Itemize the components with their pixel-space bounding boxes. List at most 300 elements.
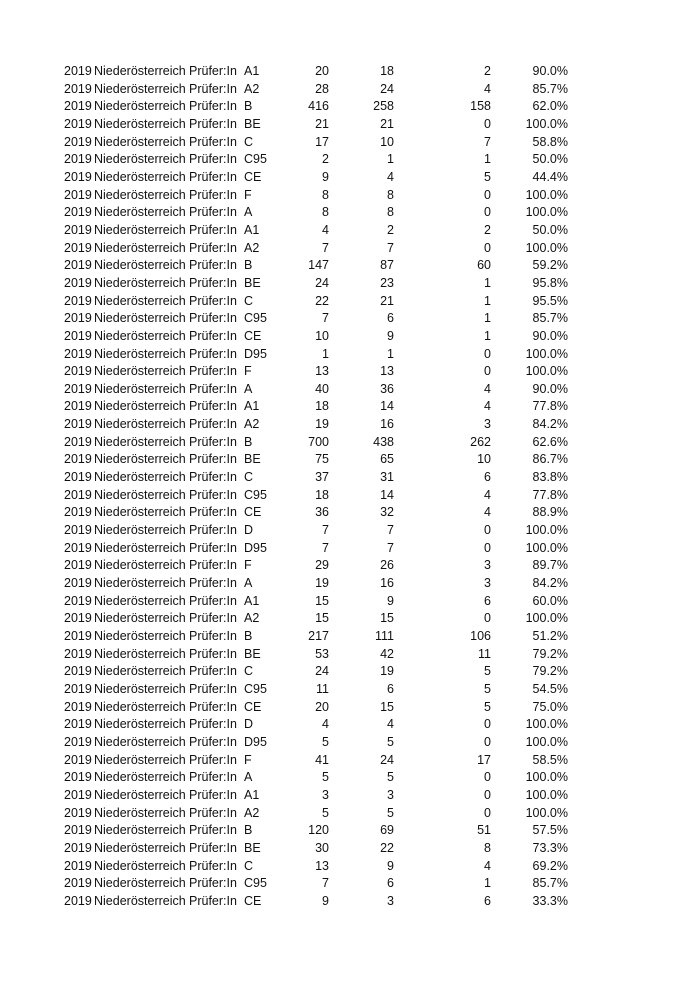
failed-count-cell: 4: [484, 399, 491, 414]
failed-count-cell: 7: [484, 134, 491, 149]
pass-rate-cell: 50.0%: [532, 222, 568, 237]
total-count-cell: 21: [315, 116, 329, 131]
failed-count-cell: 1: [484, 876, 491, 891]
failed-count-cell: 5: [484, 169, 491, 184]
license-class-cell: A2: [244, 417, 260, 432]
failed-count-cell: 4: [484, 858, 491, 873]
table-row: [0, 328, 700, 346]
passed-count-cell: 5: [387, 770, 394, 785]
role-cell: Prüfer:In: [189, 558, 237, 573]
region-cell: Niederösterreich: [94, 328, 186, 343]
passed-count-cell: 19: [380, 664, 394, 679]
license-class-cell: CE: [244, 505, 262, 520]
pass-rate-cell: 83.8%: [532, 470, 568, 485]
region-cell: Niederösterreich: [94, 346, 186, 361]
passed-count-cell: 22: [380, 840, 394, 855]
license-class-cell: CE: [244, 699, 262, 714]
license-class-cell: F: [244, 187, 252, 202]
region-cell: Niederösterreich: [94, 576, 186, 591]
region-cell: Niederösterreich: [94, 787, 186, 802]
table-row: [0, 434, 700, 452]
year-cell: 2019: [64, 487, 92, 502]
region-cell: Niederösterreich: [94, 858, 186, 873]
year-cell: 2019: [64, 629, 92, 643]
region-cell: Niederösterreich: [94, 558, 186, 573]
role-cell: Prüfer:In: [189, 717, 237, 732]
role-cell: Prüfer:In: [189, 116, 237, 131]
passed-count-cell: 14: [380, 399, 394, 414]
total-count-cell: 17: [315, 134, 329, 149]
license-class-cell: C95: [244, 311, 267, 326]
table-row: [0, 787, 700, 805]
table-row: [0, 81, 700, 99]
role-cell: Prüfer:In: [189, 152, 237, 167]
total-count-cell: 4: [322, 717, 329, 732]
year-cell: 2019: [64, 346, 92, 361]
license-class-cell: C95: [244, 487, 267, 502]
role-cell: Prüfer:In: [189, 876, 237, 891]
region-cell: Niederösterreich: [94, 487, 186, 502]
passed-count-cell: 6: [387, 876, 394, 891]
passed-count-cell: 23: [380, 275, 394, 290]
region-cell: Niederösterreich: [94, 505, 186, 520]
region-cell: Niederösterreich: [94, 293, 186, 308]
passed-count-cell: 26: [380, 558, 394, 573]
license-class-cell: C95: [244, 152, 267, 167]
total-count-cell: 700: [308, 434, 329, 449]
region-cell: Niederösterreich: [94, 205, 186, 220]
passed-count-cell: 2: [387, 222, 394, 237]
passed-count-cell: 7: [387, 540, 394, 555]
role-cell: Prüfer:In: [189, 240, 237, 255]
license-class-cell: D95: [244, 734, 267, 749]
failed-count-cell: 6: [484, 470, 491, 485]
passed-count-cell: 24: [380, 81, 394, 96]
failed-count-cell: 3: [484, 576, 491, 591]
table-row: [0, 858, 700, 876]
license-class-cell: A: [244, 576, 253, 591]
role-cell: Prüfer:In: [189, 81, 237, 96]
table-row: [0, 610, 700, 628]
failed-count-cell: 4: [484, 487, 491, 502]
spreadsheet-table: [0, 63, 700, 911]
region-cell: Niederösterreich: [94, 840, 186, 855]
role-cell: Prüfer:In: [189, 169, 237, 184]
year-cell: 2019: [64, 611, 92, 626]
failed-count-cell: 0: [484, 523, 491, 538]
license-class-cell: D95: [244, 540, 267, 555]
total-count-cell: 10: [315, 328, 329, 343]
table-row: [0, 716, 700, 734]
passed-count-cell: 438: [373, 434, 394, 449]
failed-count-cell: 1: [484, 275, 491, 290]
total-count-cell: 15: [315, 611, 329, 626]
passed-count-cell: 65: [380, 452, 394, 467]
year-cell: 2019: [64, 434, 92, 449]
failed-count-cell: 0: [484, 346, 491, 361]
failed-count-cell: 6: [484, 893, 491, 908]
passed-count-cell: 42: [380, 646, 394, 661]
passed-count-cell: 13: [380, 364, 394, 379]
passed-count-cell: 15: [380, 699, 394, 714]
table-row: [0, 257, 700, 275]
total-count-cell: 11: [316, 681, 329, 696]
license-class-cell: CE: [244, 893, 262, 908]
failed-count-cell: 0: [484, 787, 491, 802]
license-class-cell: A2: [244, 611, 260, 626]
table-row: [0, 504, 700, 522]
license-class-cell: C: [244, 470, 254, 485]
failed-count-cell: 11: [478, 646, 491, 661]
license-class-cell: F: [244, 364, 252, 379]
year-cell: 2019: [64, 293, 92, 308]
region-cell: Niederösterreich: [94, 152, 186, 167]
passed-count-cell: 8: [387, 187, 394, 202]
role-cell: Prüfer:In: [189, 134, 237, 149]
license-class-cell: A1: [244, 64, 260, 78]
license-class-cell: B: [244, 99, 253, 114]
table-row: [0, 593, 700, 611]
failed-count-cell: 6: [484, 593, 491, 608]
license-class-cell: BE: [244, 840, 261, 855]
pass-rate-cell: 50.0%: [532, 152, 568, 167]
failed-count-cell: 51: [477, 823, 491, 838]
passed-count-cell: 111: [374, 629, 394, 643]
pass-rate-cell: 77.8%: [532, 399, 568, 414]
license-class-cell: C: [244, 664, 254, 679]
license-class-cell: BE: [244, 452, 261, 467]
failed-count-cell: 0: [484, 770, 491, 785]
table-row: [0, 557, 700, 575]
year-cell: 2019: [64, 205, 92, 220]
table-row: [0, 63, 700, 81]
failed-count-cell: 0: [484, 116, 491, 131]
region-cell: Niederösterreich: [94, 893, 186, 908]
total-count-cell: 5: [322, 734, 329, 749]
table-row: [0, 822, 700, 840]
license-class-cell: A1: [244, 222, 260, 237]
year-cell: 2019: [64, 275, 92, 290]
role-cell: Prüfer:In: [189, 787, 237, 802]
table-row: [0, 293, 700, 311]
year-cell: 2019: [64, 681, 92, 696]
passed-count-cell: 31: [380, 470, 394, 485]
role-cell: Prüfer:In: [189, 293, 237, 308]
passed-count-cell: 6: [387, 311, 394, 326]
failed-count-cell: 0: [484, 364, 491, 379]
region-cell: Niederösterreich: [94, 364, 186, 379]
license-class-cell: C: [244, 293, 254, 308]
passed-count-cell: 5: [387, 734, 394, 749]
pass-rate-cell: 100.0%: [525, 523, 568, 538]
pass-rate-cell: 79.2%: [532, 664, 568, 679]
year-cell: 2019: [64, 770, 92, 785]
pass-rate-cell: 58.8%: [532, 134, 568, 149]
license-class-cell: C: [244, 858, 254, 873]
license-class-cell: C95: [244, 876, 267, 891]
passed-count-cell: 9: [387, 593, 394, 608]
passed-count-cell: 4: [387, 717, 394, 732]
total-count-cell: 5: [322, 805, 329, 820]
region-cell: Niederösterreich: [94, 222, 186, 237]
table-row: [0, 310, 700, 328]
region-cell: Niederösterreich: [94, 116, 186, 131]
region-cell: Niederösterreich: [94, 699, 186, 714]
role-cell: Prüfer:In: [189, 452, 237, 467]
table-row: [0, 240, 700, 258]
total-count-cell: 28: [315, 81, 329, 96]
year-cell: 2019: [64, 893, 92, 908]
region-cell: Niederösterreich: [94, 311, 186, 326]
passed-count-cell: 3: [387, 787, 394, 802]
failed-count-cell: 2: [484, 222, 491, 237]
region-cell: Niederösterreich: [94, 752, 186, 767]
failed-count-cell: 17: [477, 752, 491, 767]
role-cell: Prüfer:In: [189, 399, 237, 414]
region-cell: Niederösterreich: [94, 770, 186, 785]
passed-count-cell: 15: [380, 611, 394, 626]
passed-count-cell: 8: [387, 205, 394, 220]
total-count-cell: 20: [315, 64, 329, 78]
region-cell: Niederösterreich: [94, 417, 186, 432]
total-count-cell: 15: [315, 593, 329, 608]
license-class-cell: CE: [244, 328, 262, 343]
total-count-cell: 19: [315, 417, 329, 432]
table-row: [0, 363, 700, 381]
table-row: [0, 575, 700, 593]
role-cell: Prüfer:In: [189, 681, 237, 696]
role-cell: Prüfer:In: [189, 840, 237, 855]
role-cell: Prüfer:In: [189, 434, 237, 449]
pass-rate-cell: 100.0%: [525, 717, 568, 732]
region-cell: Niederösterreich: [94, 646, 186, 661]
license-class-cell: D: [244, 717, 254, 732]
passed-count-cell: 1: [387, 346, 394, 361]
year-cell: 2019: [64, 134, 92, 149]
role-cell: Prüfer:In: [189, 275, 237, 290]
pass-rate-cell: 100.0%: [525, 364, 568, 379]
license-class-cell: B: [244, 258, 253, 273]
passed-count-cell: 7: [387, 523, 394, 538]
pass-rate-cell: 85.7%: [532, 311, 568, 326]
total-count-cell: 18: [315, 399, 329, 414]
pass-rate-cell: 77.8%: [532, 487, 568, 502]
table-row: [0, 222, 700, 240]
role-cell: Prüfer:In: [189, 64, 237, 78]
region-cell: Niederösterreich: [94, 452, 186, 467]
role-cell: Prüfer:In: [189, 222, 237, 237]
pass-rate-cell: 100.0%: [525, 540, 568, 555]
failed-count-cell: 0: [484, 734, 491, 749]
failed-count-cell: 262: [470, 434, 491, 449]
year-cell: 2019: [64, 99, 92, 114]
region-cell: Niederösterreich: [94, 434, 186, 449]
total-count-cell: 9: [322, 893, 329, 908]
license-class-cell: B: [244, 823, 253, 838]
table-row: [0, 187, 700, 205]
license-class-cell: A1: [244, 399, 260, 414]
license-class-cell: D95: [244, 346, 267, 361]
failed-count-cell: 0: [484, 805, 491, 820]
table-row: [0, 346, 700, 364]
failed-count-cell: 0: [484, 205, 491, 220]
failed-count-cell: 0: [484, 540, 491, 555]
total-count-cell: 53: [315, 646, 329, 661]
table-row: [0, 398, 700, 416]
pass-rate-cell: 58.5%: [532, 752, 568, 767]
table-row: [0, 734, 700, 752]
total-count-cell: 41: [315, 752, 329, 767]
pass-rate-cell: 79.2%: [532, 646, 568, 661]
year-cell: 2019: [64, 364, 92, 379]
year-cell: 2019: [64, 558, 92, 573]
region-cell: Niederösterreich: [94, 275, 186, 290]
pass-rate-cell: 33.3%: [532, 893, 568, 908]
year-cell: 2019: [64, 417, 92, 432]
role-cell: Prüfer:In: [189, 311, 237, 326]
failed-count-cell: 5: [484, 699, 491, 714]
year-cell: 2019: [64, 664, 92, 679]
region-cell: Niederösterreich: [94, 187, 186, 202]
role-cell: Prüfer:In: [189, 858, 237, 873]
license-class-cell: F: [244, 558, 252, 573]
year-cell: 2019: [64, 470, 92, 485]
total-count-cell: 75: [315, 452, 329, 467]
total-count-cell: 13: [315, 858, 329, 873]
total-count-cell: 7: [322, 311, 329, 326]
pass-rate-cell: 95.5%: [532, 293, 568, 308]
total-count-cell: 20: [315, 699, 329, 714]
year-cell: 2019: [64, 787, 92, 802]
total-count-cell: 37: [315, 470, 329, 485]
year-cell: 2019: [64, 734, 92, 749]
region-cell: Niederösterreich: [94, 240, 186, 255]
table-row: [0, 769, 700, 787]
pass-rate-cell: 90.0%: [532, 381, 568, 396]
total-count-cell: 13: [315, 364, 329, 379]
region-cell: Niederösterreich: [94, 99, 186, 114]
year-cell: 2019: [64, 116, 92, 131]
license-class-cell: D: [244, 523, 254, 538]
failed-count-cell: 60: [477, 258, 491, 273]
year-cell: 2019: [64, 152, 92, 167]
table-row: [0, 752, 700, 770]
role-cell: Prüfer:In: [189, 540, 237, 555]
total-count-cell: 4: [322, 222, 329, 237]
pass-rate-cell: 85.7%: [532, 876, 568, 891]
table-row: [0, 98, 700, 116]
failed-count-cell: 106: [470, 629, 491, 643]
pass-rate-cell: 84.2%: [532, 576, 568, 591]
passed-count-cell: 16: [380, 417, 394, 432]
role-cell: Prüfer:In: [189, 99, 237, 114]
passed-count-cell: 32: [380, 505, 394, 520]
region-cell: Niederösterreich: [94, 664, 186, 679]
pass-rate-cell: 95.8%: [532, 275, 568, 290]
role-cell: Prüfer:In: [189, 593, 237, 608]
license-class-cell: BE: [244, 116, 261, 131]
year-cell: 2019: [64, 81, 92, 96]
pass-rate-cell: 100.0%: [525, 805, 568, 820]
role-cell: Prüfer:In: [189, 734, 237, 749]
total-count-cell: 120: [308, 823, 329, 838]
failed-count-cell: 4: [484, 381, 491, 396]
region-cell: Niederösterreich: [94, 258, 186, 273]
table-row: [0, 840, 700, 858]
pass-rate-cell: 60.0%: [532, 593, 568, 608]
year-cell: 2019: [64, 876, 92, 891]
passed-count-cell: 9: [387, 858, 394, 873]
license-class-cell: A: [244, 205, 253, 220]
pass-rate-cell: 57.5%: [532, 823, 568, 838]
total-count-cell: 7: [322, 540, 329, 555]
failed-count-cell: 1: [484, 293, 491, 308]
license-class-cell: C95: [244, 681, 267, 696]
year-cell: 2019: [64, 505, 92, 520]
failed-count-cell: 0: [484, 611, 491, 626]
year-cell: 2019: [64, 328, 92, 343]
failed-count-cell: 2: [484, 64, 491, 78]
passed-count-cell: 21: [380, 293, 394, 308]
pass-rate-cell: 51.2%: [532, 629, 568, 643]
role-cell: Prüfer:In: [189, 823, 237, 838]
region-cell: Niederösterreich: [94, 876, 186, 891]
region-cell: Niederösterreich: [94, 593, 186, 608]
total-count-cell: 18: [315, 487, 329, 502]
failed-count-cell: 0: [484, 187, 491, 202]
pass-rate-cell: 100.0%: [525, 240, 568, 255]
region-cell: Niederösterreich: [94, 399, 186, 414]
passed-count-cell: 36: [380, 381, 394, 396]
region-cell: Niederösterreich: [94, 169, 186, 184]
pass-rate-cell: 86.7%: [532, 452, 568, 467]
total-count-cell: 24: [315, 664, 329, 679]
pass-rate-cell: 44.4%: [532, 169, 568, 184]
pass-rate-cell: 85.7%: [532, 81, 568, 96]
total-count-cell: 5: [322, 770, 329, 785]
year-cell: 2019: [64, 858, 92, 873]
role-cell: Prüfer:In: [189, 364, 237, 379]
failed-count-cell: 1: [484, 152, 491, 167]
table-row: [0, 151, 700, 169]
license-class-cell: B: [244, 629, 253, 643]
total-count-cell: 3: [322, 787, 329, 802]
total-count-cell: 7: [322, 523, 329, 538]
year-cell: 2019: [64, 805, 92, 820]
table-row: [0, 699, 700, 717]
region-cell: Niederösterreich: [94, 717, 186, 732]
year-cell: 2019: [64, 840, 92, 855]
region-cell: Niederösterreich: [94, 134, 186, 149]
role-cell: Prüfer:In: [189, 381, 237, 396]
total-count-cell: 19: [315, 576, 329, 591]
role-cell: Prüfer:In: [189, 505, 237, 520]
pass-rate-cell: 100.0%: [525, 611, 568, 626]
table-row: [0, 893, 700, 911]
year-cell: 2019: [64, 593, 92, 608]
year-cell: 2019: [64, 452, 92, 467]
role-cell: Prüfer:In: [189, 187, 237, 202]
region-cell: Niederösterreich: [94, 734, 186, 749]
role-cell: Prüfer:In: [189, 646, 237, 661]
year-cell: 2019: [64, 222, 92, 237]
year-cell: 2019: [64, 523, 92, 538]
year-cell: 2019: [64, 240, 92, 255]
role-cell: Prüfer:In: [189, 893, 237, 908]
region-cell: Niederösterreich: [94, 681, 186, 696]
failed-count-cell: 8: [484, 840, 491, 855]
license-class-cell: BE: [244, 275, 261, 290]
